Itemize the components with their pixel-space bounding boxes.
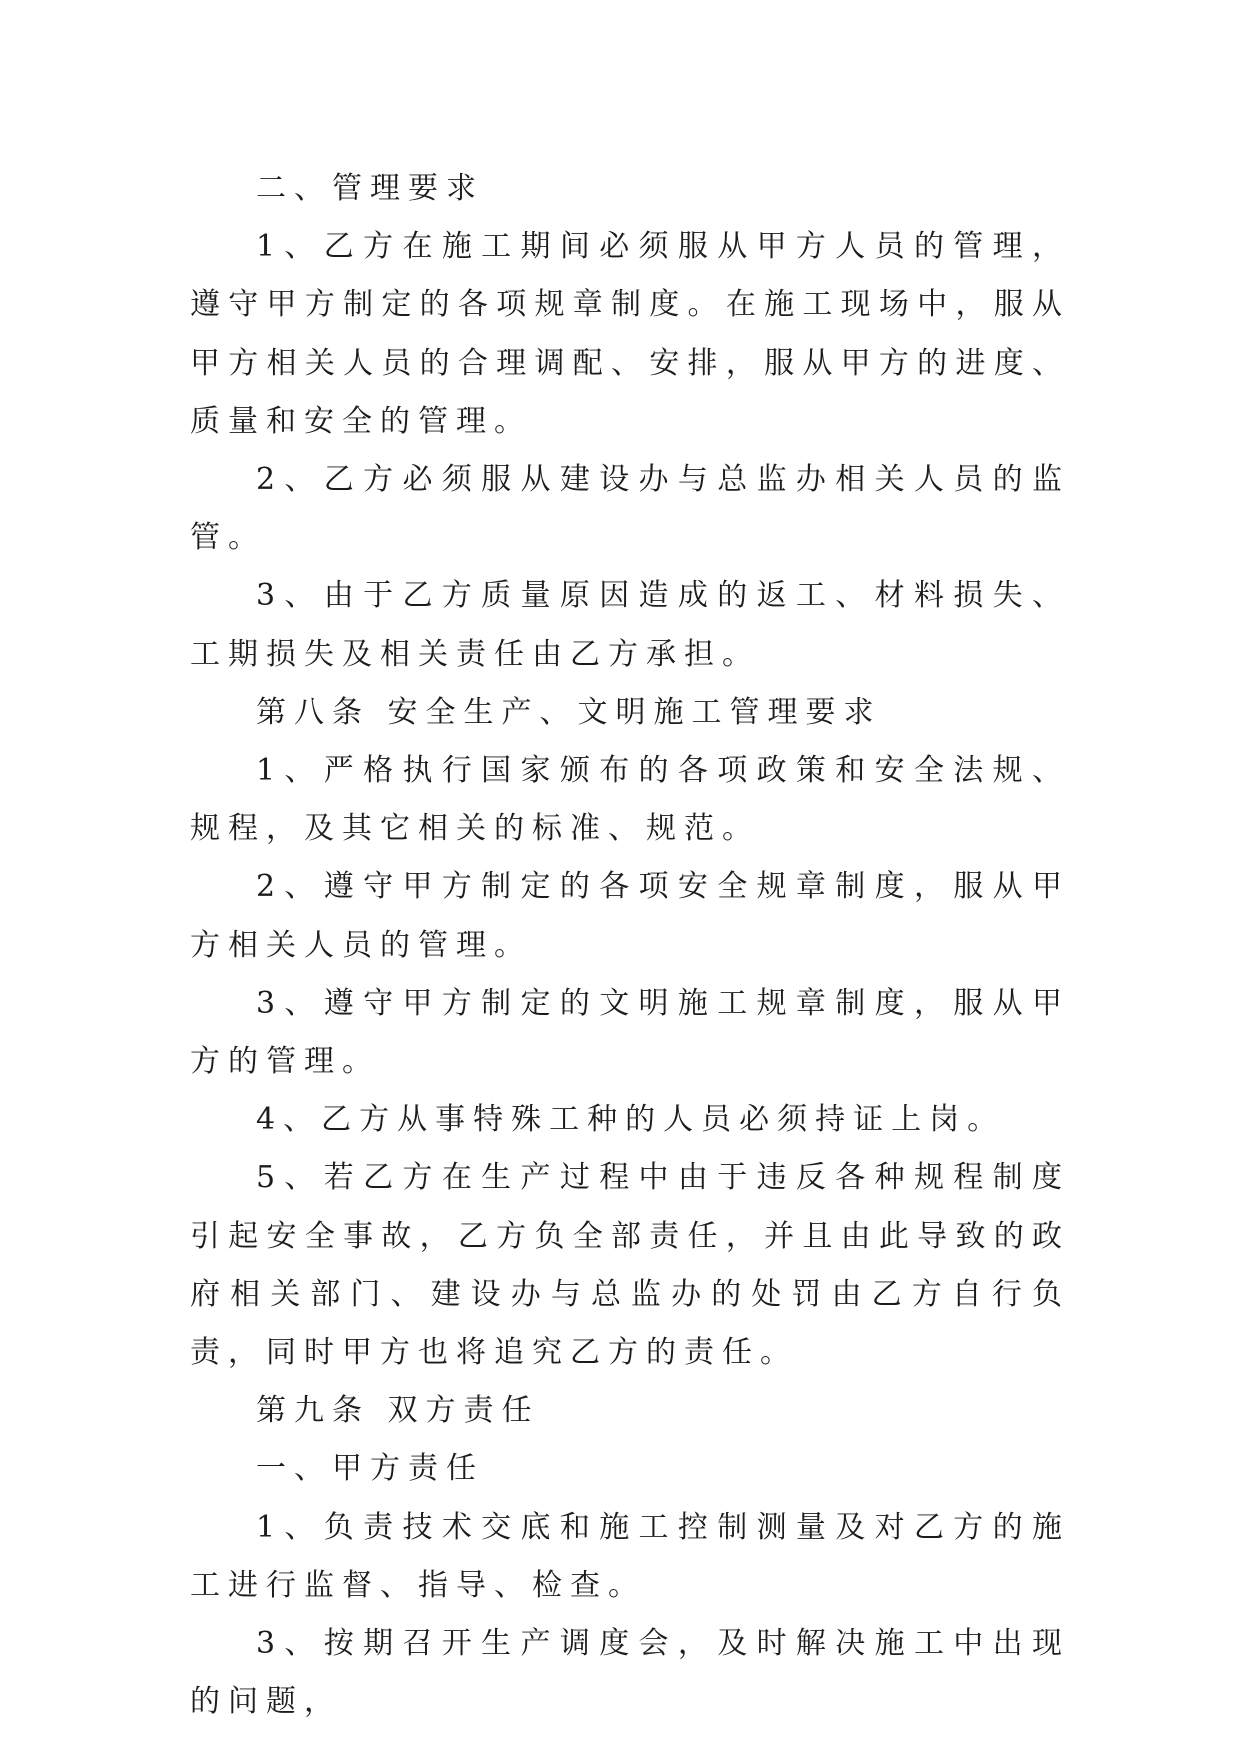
paragraph: 1、负责技术交底和施工控制测量及对乙方的施工进行监督、指导、检查。 xyxy=(190,1509,1070,1603)
article-heading-nine: 第九条 双方责任 xyxy=(256,1393,540,1429)
paragraph: 5、若乙方在生产过程中由于违反各种规程制度引起安全事故，乙方负全部责任，并且由此导致的政府相关部门、建设办与总监办的处罚由乙方自行负责，同时甲方也将追究乙方的责任。 xyxy=(190,1160,1070,1371)
paragraph: 1、乙方在施工期间必须服从甲方人员的管理，遵守甲方制定的各项规章制度。在施工现场中，服从甲方相关人员的合理调配、安排，服从甲方的进度、质量和安全的管理。 xyxy=(190,229,1070,439)
section-heading-party-a-responsibilities: 一、甲方责任 xyxy=(256,1451,484,1487)
document-body xyxy=(190,160,1070,1731)
paragraph: 3、由于乙方质量原因造成的返工、材料损失、工期损失及相关责任由乙方承担。 xyxy=(190,578,1070,672)
paragraph: 1、严格执行国家颁布的各项政策和安全法规、规程，及其它相关的标准、规范。 xyxy=(190,753,1070,847)
article-heading-eight: 第八条 安全生产、文明施工管理要求 xyxy=(256,694,882,730)
paragraph: 4、乙方从事特殊工种的人员必须持证上岗。 xyxy=(256,1102,1006,1138)
paragraph: 2、遵守甲方制定的各项安全规章制度，服从甲方相关人员的管理。 xyxy=(190,869,1070,963)
section-heading-management-requirements: 二、管理要求 xyxy=(256,171,484,206)
paragraph: 2、乙方必须服从建设办与总监办相关人员的监管。 xyxy=(190,462,1070,556)
paragraph: 3、遵守甲方制定的文明施工规章制度，服从甲方的管理。 xyxy=(190,985,1070,1080)
paragraph: 3、按期召开生产调度会，及时解决施工中出现的问题， xyxy=(190,1626,1070,1720)
